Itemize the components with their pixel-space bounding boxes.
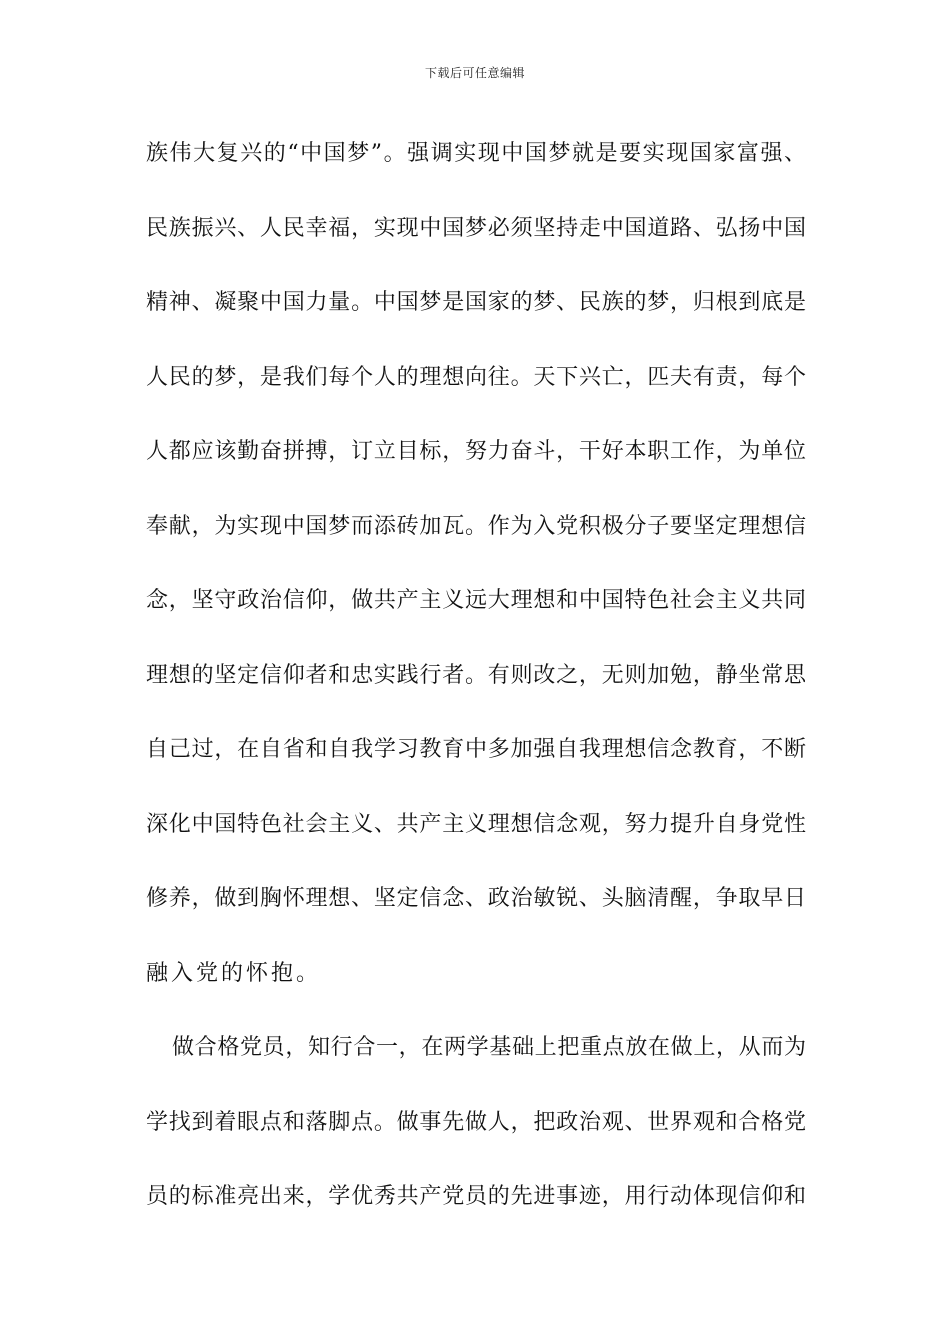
page-header: 下载后可任意编辑 [424, 66, 525, 80]
text-line: 融入党的怀抱。 [146, 960, 322, 986]
text-line: 念，坚守政治信仰，做共产主义远大理想和中国特色社会主义共同 [146, 588, 806, 613]
document-body [146, 130, 806, 1248]
text-line: 人民的梦，是我们每个人的理想向往。天下兴亡，匹夫有责，每个 [146, 364, 806, 390]
text-line: 人都应该勤奋拼搏，订立目标，努力奋斗，干好本职工作，为单位 [146, 439, 806, 464]
paragraph-2 [146, 1024, 806, 1248]
text-line: 精神、凝聚中国力量。中国梦是国家的梦、民族的梦，归根到底是 [146, 290, 806, 315]
text-line: 深化中国特色社会主义、共产主义理想信念观，努力提升自身党性 [146, 811, 806, 837]
text-line: 理想的坚定信仰者和忠实践行者。有则改之，无则加勉，静坐常思 [146, 662, 806, 688]
text-line: 修养，做到胸怀理想、坚定信念、政治敏锐、头脑清醒，争取早日 [146, 886, 806, 911]
text-line: 民族振兴、人民幸福，实现中国梦必须坚持走中国道路、弘扬中国 [146, 215, 806, 241]
text-line: 奉献，为实现中国梦而添砖加瓦。作为入党积极分子要坚定理想信 [146, 513, 806, 539]
text-line: 自己过，在自省和自我学习教育中多加强自我理想信念教育，不断 [146, 737, 806, 762]
text-line: 做合格党员，知行合一，在两学基础上把重点放在做上，从而为 [172, 1035, 806, 1060]
text-line: 学找到着眼点和落脚点。做事先做人，把政治观、世界观和合格党 [146, 1109, 806, 1135]
text-line: 族伟大复兴的“中国梦”。强调实现中国梦就是要实现国家富强、 [146, 141, 806, 166]
paragraph-1 [146, 130, 806, 1024]
text-line: 员的标准亮出来，学优秀共产党员的先进事迹，用行动体现信仰和 [146, 1184, 806, 1209]
